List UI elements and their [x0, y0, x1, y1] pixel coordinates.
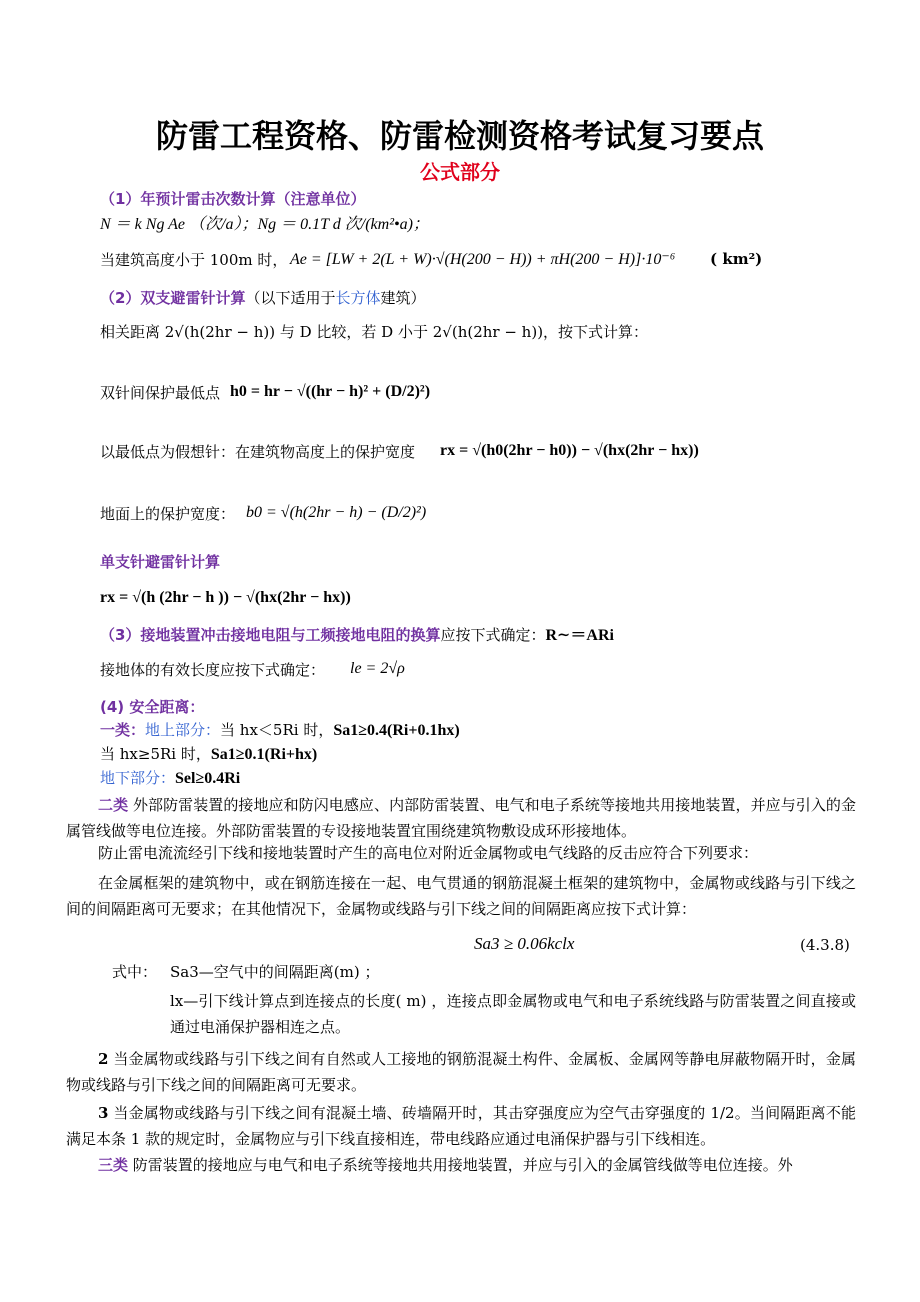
section-3-heading: [100, 626, 614, 646]
section-2-heading-note-end: 建筑）: [380, 289, 426, 307]
category-2-text: 外部防雷装置的接地应和防闪电感应、内部防雷装置、电气和电子系统等接地共用接地装置，并应与引入的金属管线做等电位连接。外部防雷装置的专设接地装置宜围绕建筑物敷设成环形接地体。: [66, 796, 856, 840]
section-3-line-2-formula: le = 2√ρ: [350, 660, 405, 677]
category-2-paragraph-2: 防止雷电流流经引下线和接地装置时产生的高电位对附近金属物或电气线路的反击应符合下列要求：: [98, 844, 759, 862]
below-ground-label: 地下部分：: [100, 769, 176, 787]
section-3-formula: R∼＝ARi: [545, 627, 614, 644]
item-3-text: 当金属物或线路与引下线之间有混凝土墙、砖墙隔开时，其击穿强度应为空气击穿强度的 1/2。当间隔距离不能满足本条 1 款的规定时，金属物应与引下线直接相连，带电线路应通过电涌保护器与引下线相连。: [66, 1104, 856, 1148]
item-2-number: 2: [98, 1050, 109, 1068]
section-2-line-3-label: 以最低点为假想针：在建筑物高度上的保护宽度: [100, 443, 416, 461]
above-ground-condition: 当 hx＜5Ri 时，: [220, 721, 334, 739]
section-1-area-unit: ( km²): [710, 250, 763, 268]
category-2-paragraph: [66, 792, 856, 844]
category-3-text: 防雷装置的接地应与电气和电子系统等接地共用接地装置，并应与引入的金属管线做等电位连接。外: [128, 1156, 793, 1174]
category-1-label: 一类：: [100, 721, 146, 739]
section-2-line-2-formula: h0 = hr − √((hr − h)² + (D/2)²): [230, 383, 431, 400]
section-1-area-prefix: 当建筑高度小于 100m 时，: [100, 251, 288, 269]
section-3-heading-main: （3）接地装置冲击接地电阻与工频接地电阻的换算: [100, 626, 441, 644]
above-ground-label: 地上部分：: [145, 721, 221, 739]
section-1-heading: （1）年预计雷击次数计算（注意单位）: [100, 190, 366, 208]
document-title: 防雷工程资格、防雷检测资格考试复习要点: [155, 117, 764, 155]
where-sa3: Sa3—空气中的间隔距离(m) ；: [170, 963, 380, 981]
where-lx: lx—引下线计算点到连接点的长度( m) ，连接点即金属物或电气和电子系统线路与防雷装置之间直接或通过电涌保护器相连之点。: [170, 992, 856, 1036]
item-2-text: 当金属物或线路与引下线之间有自然或人工接地的钢筋混凝土构件、金属板、金属网等静电屏蔽物隔开时，金属物或线路与引下线之间的间隔距离可无要求。: [66, 1050, 856, 1094]
above-ground-formula-2: Sa1≥0.1(Ri+hx): [210, 746, 318, 763]
category-3-paragraph: [66, 1152, 856, 1178]
section-3-heading-tail: 应按下式确定：: [440, 626, 546, 644]
section-3-line-2: 接地体的有效长度应按下式确定：: [100, 661, 326, 679]
section-4-above-line: [100, 721, 460, 741]
above-ground-condition-2: 当 hx≥5Ri 时，: [100, 745, 211, 763]
single-needle-formula: rx = √(h (2hr − h )) − √(hx(2hr − hx)): [100, 589, 351, 606]
category-2-paragraph-3: 在金属框架的建筑物中，或在钢筋连接在一起、电气贯通的钢筋混凝土框架的建筑物中，金属物或线路与引下线之间的间隔距离可无要求；在其他情况下，金属物或线路与引下线之间的间隔距离应按下式计算：: [66, 874, 856, 918]
section-1-formula: N ＝ k Ng Ae （次/a）；Ng ＝ 0.1T d 次/(km²•a)；: [100, 216, 429, 233]
document-subtitle: 公式部分: [420, 160, 500, 184]
below-ground-formula: Sel≥0.4Ri: [175, 770, 241, 787]
section-2-heading-shape: 长方体: [335, 289, 381, 307]
section-2-line-4-formula: b0 = √(h(2hr − h) − (D/2)²): [246, 504, 427, 521]
section-4-above-line-2: [100, 745, 317, 765]
where-label: 式中：: [112, 963, 158, 981]
single-needle-heading: 单支针避雷针计算: [100, 553, 221, 571]
section-1-area-formula: Ae = [LW + 2(L + W)·√(H(200 − H)) + πH(200 − H)]·10⁻⁶: [290, 251, 676, 268]
section-2-line-3-formula: rx = √(h0(2hr − h0)) − √(hx(2hr − hx)): [440, 442, 699, 459]
section-4-below-line: [100, 769, 240, 789]
category-3-label: 三类: [98, 1156, 129, 1174]
section-4-heading: (4) 安全距离：: [100, 698, 205, 716]
above-ground-formula: Sa1≥0.4(Ri+0.1hx): [333, 722, 460, 739]
item-3-number: 3: [98, 1104, 109, 1122]
section-2-heading: [100, 289, 426, 308]
section-2-line-1: 相关距离 2√(h(2hr − h)) 与 D 比较，若 D 小于 2√(h(2hr − h))，按下式计算：: [100, 323, 649, 341]
equation-number: (4.3.8): [800, 936, 850, 954]
section-2-heading-note: （以下适用于: [245, 289, 336, 307]
item-3-paragraph: [66, 1100, 856, 1152]
section-2-line-4-label: 地面上的保护宽度：: [100, 505, 236, 523]
section-2-line-2-label: 双针间保护最低点: [100, 384, 221, 402]
section-2-heading-main: （2）双支避雷针计算: [100, 289, 246, 307]
equation-4-3-8: Sa3 ≥ 0.06kclx: [474, 934, 575, 953]
item-2-paragraph: [66, 1046, 856, 1098]
category-2-label: 二类: [98, 796, 129, 814]
